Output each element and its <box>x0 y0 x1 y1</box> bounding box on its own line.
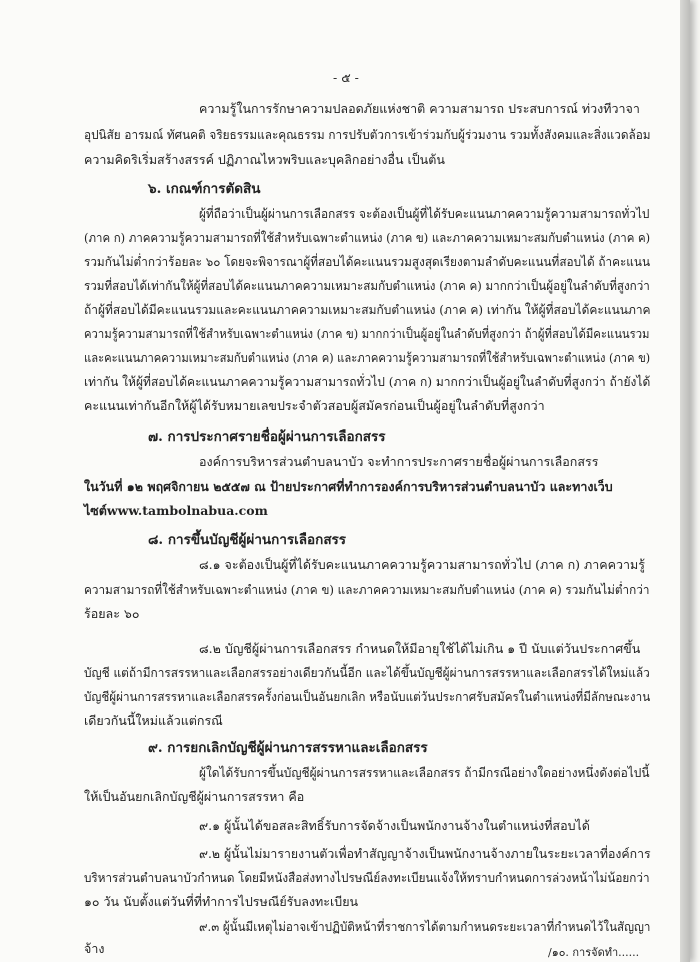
section9-line-2: ให้เป็นอันยกเลิกบัญชีผู้ผ่านการสรรหา คือ <box>84 789 305 804</box>
section9-heading: ๙. การยกเลิกบัญชีผู้ผ่านการสรรหาและเลือกสรร <box>148 740 428 756</box>
section8-line-3: ร้อยละ ๖๐ <box>84 606 140 621</box>
section6-line-9: คะแนนเท่ากันอีกให้ผู้ได้รับหมายเลขประจำตัวสอบผู้สมัครก่อนเป็นผู้อยู่ในลำดับที่สูงกว่า <box>84 398 545 413</box>
section9-line-4: ๙.๒ ผู้นั้นไม่มารายงานตัวเพื่อทำสัญญาจ้างเป็นพนักงานจ้างภายในระยะเวลาที่องค์การ <box>199 846 651 861</box>
section7-line-2: ในวันที่ ๑๒ พฤศจิกายน ๒๕๕๗ ณ ป้ายประกาศที่ทำการองค์การบริหารส่วนตำบลนาบัว และทางเว็บ <box>84 479 613 494</box>
section6-line-1: ผู้ที่ถือว่าเป็นผู้ผ่านการเลือกสรร จะต้องเป็นผู้ที่ได้รับคะแนนภาคความรู้ความสามารถทั่วไป <box>199 206 650 221</box>
section6-line-3: รวมกันไม่ต่ำกว่าร้อยละ ๖๐ โดยจะพิจารณาผู้ที่สอบได้คะแนนรวมสูงสุดเรียงตามลำดับคะแนนที่สอบได้ ถ้าคะแนน <box>84 254 651 269</box>
section6-line-7: และคะแนนภาคความเหมาะสมกับตำแหน่ง (ภาค ค) และภาคความรู้ความสามารถที่ใช้สำหรับเฉพาะตำแหน่ง (ภาค ข) <box>84 350 651 365</box>
intro-line-1: ความรู้ในการรักษาความปลอดภัยแห่งชาติ ความสามารถ ประสบการณ์ ท่วงทีวาจา <box>199 101 640 116</box>
section6-line-4: รวมที่สอบได้เท่ากันให้ผู้ที่สอบได้คะแนนภาคความเหมาะสมกับตำแหน่ง (ภาค ค) มากกว่าเป็นผู้อยู่ในลำดับที่สูงกว่า <box>84 278 650 293</box>
section6-line-6: ความรู้ความสามารถที่ใช้สำหรับเฉพาะตำแหน่ง (ภาค ข) มากกว่าเป็นผู้อยู่ในลำดับที่สูงกว่า ถ้าผู้ที่สอบได้มีคะแนนรวม <box>84 326 650 341</box>
page-number: - ๕ - <box>333 70 359 85</box>
section7-heading: ๗. การประกาศรายชื่อผู้ผ่านการเลือกสรร <box>148 429 386 445</box>
intro-line-2: อุปนิสัย อารมณ์ ทัศนคติ จริยธรรมและคุณธรรม การปรับตัวการเข้าร่วมกับผู้ร่วมงาน รวมทั้งสังคมและสิ่งแวดล้อม <box>84 127 651 142</box>
section8-line-7: เดียวกันนี้ใหม่แล้วแต่กรณี <box>84 713 223 728</box>
section8-line-2: ความสามารถที่ใช้สำหรับเฉพาะตำแหน่ง (ภาค ข) และภาคความเหมาะสมกับตำแหน่ง (ภาค ค) รวมกันไม่ต่ำกว่า <box>84 582 650 597</box>
footer-continuation: /๑๐. การจัดทำ...... <box>548 946 640 959</box>
section6-line-2: (ภาค ก) ภาคความรู้ความสามารถที่ใช้สำหรับเฉพาะตำแหน่ง (ภาค ข) และภาคความเหมาะสมกับตำแหน่ง (ภาค ค) <box>84 230 651 245</box>
section7-line-1: องค์การบริหารส่วนตำบลนาบัว จะทำการประกาศรายชื่อผู้ผ่านการเลือกสรร <box>199 454 599 469</box>
section6-heading: ๖. เกณฑ์การตัดสิน <box>148 181 261 197</box>
section9-line-6: ๑๐ วัน นับตั้งแต่วันที่ที่ทำการไปรษณีย์รับลงทะเบียน <box>84 894 359 909</box>
section8-line-6: บัญชีผู้ผ่านการสรรหาและเลือกสรรครั้งก่อนเป็นอันยกเลิก หรือนับแต่วันประกาศรับสมัครในตำแหน่งที่มีลักษณะงาน <box>84 689 651 704</box>
section8-line-4: ๘.๒ บัญชีผู้ผ่านการเลือกสรร กำหนดให้มีอายุใช้ได้ไม่เกิน ๑ ปี นับแต่วันประกาศขึ้น <box>199 641 641 656</box>
section8-heading: ๘. การขึ้นบัญชีผู้ผ่านการเลือกสรร <box>148 532 347 548</box>
section8-line-5: บัญชี แต่ถ้ามีการสรรหาและเลือกสรรอย่างเดียวกันนี้อีก และได้ขึ้นบัญชีผู้ผ่านการสรรหาและเลือกสรรได้ใหม่แล้ว <box>84 665 650 680</box>
section9-line-1: ผู้ใดได้รับการขึ้นบัญชีผู้ผ่านการสรรหาและเลือกสรร ถ้ามีกรณีอย่างใดอย่างหนึ่งดังต่อไปนี้ <box>199 765 650 780</box>
section6-line-8: เท่ากัน ให้ผู้ที่สอบได้คะแนนภาคความรู้ความสามารถทั่วไป (ภาค ก) มากกว่าเป็นผู้อยู่ในลำดับที่สูงกว่า ถ้ายังได้ <box>84 374 651 389</box>
section9-line-8: จ้าง <box>84 941 105 956</box>
page-edge-shadow <box>680 0 690 962</box>
section9-line-5: บริหารส่วนตำบลนาบัวกำหนด โดยมีหนังสือส่งทางไปรษณีย์ลงทะเบียนแจ้งให้ทราบกำหนดการล่วงหน้าไม่น้อยกว่า <box>84 870 650 885</box>
section9-line-7: ๙.๓ ผู้นั้นมีเหตุไม่อาจเข้าปฏิบัติหน้าที่ราชการได้ตามกำหนดระยะเวลาที่กำหนดไว้ในสัญญา <box>199 919 651 934</box>
intro-line-3: ความคิดริเริ่มสร้างสรรค์ ปฏิภาณไหวพริบและบุคลิกอย่างอื่น เป็นต้น <box>84 152 445 167</box>
section7-website: ไซต์www.tambolnabua.com <box>84 503 268 518</box>
section9-line-3: ๙.๑ ผู้นั้นได้ขอสละสิทธิ์รับการจัดจ้างเป็นพนักงานจ้างในตำแหน่งที่สอบได้ <box>199 818 590 833</box>
section6-line-5: ถ้าผู้ที่สอบได้มีคะแนนรวมและคะแนนภาคความเหมาะสมกับตำแหน่ง (ภาค ค) เท่ากัน ให้ผู้ที่สอบได้คะแนนภาค <box>84 302 651 317</box>
section8-line-1: ๘.๑ จะต้องเป็นผู้ที่ได้รับคะแนนภาคความรู้ความสามารถทั่วไป (ภาค ก) ภาคความรู้ <box>199 557 646 572</box>
